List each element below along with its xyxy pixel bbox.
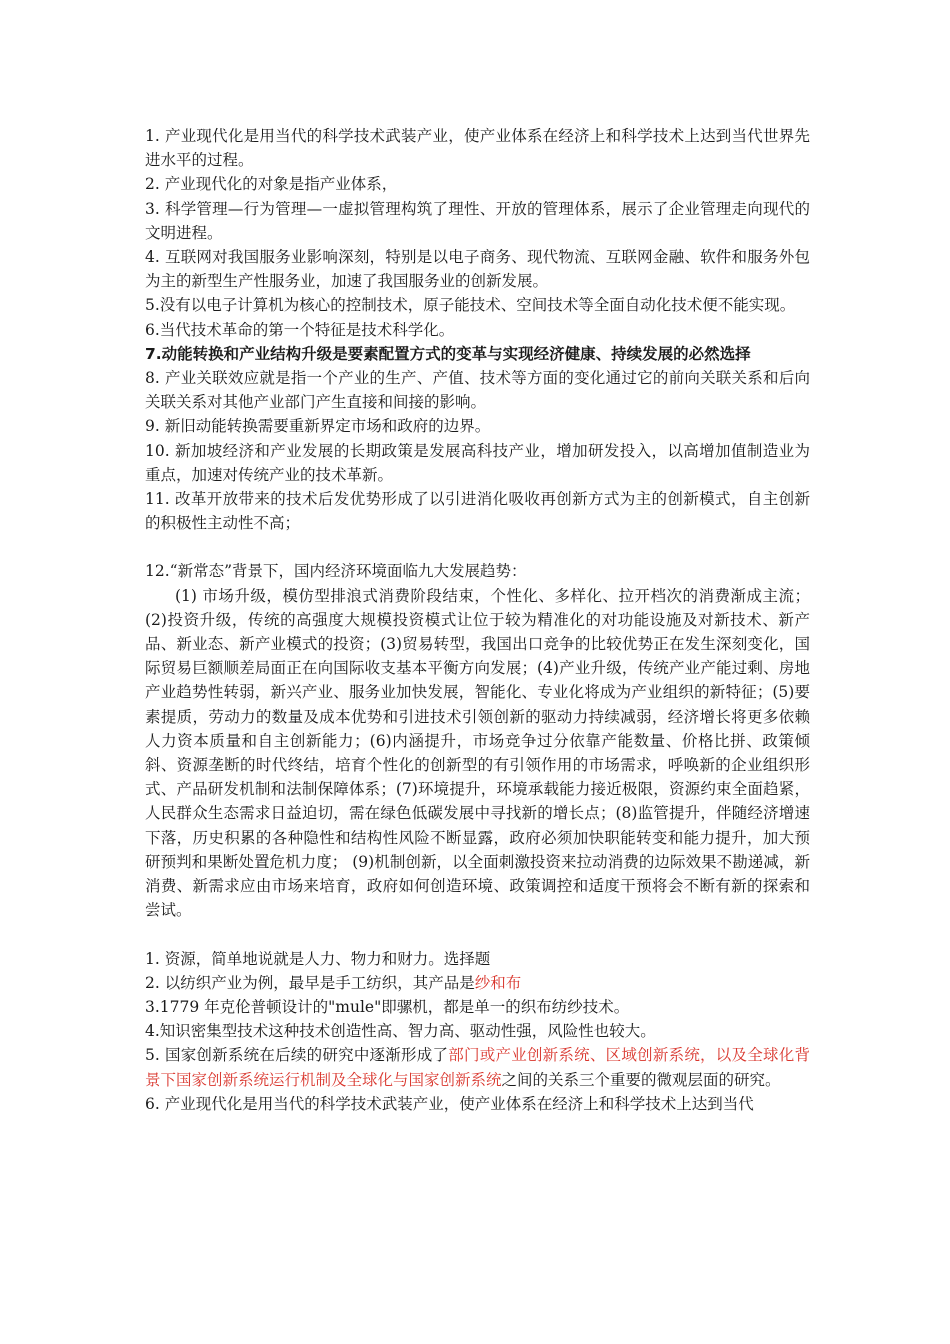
trends-heading: 12.“新常态”背景下，国内经济环境面临九大发展趋势： <box>145 562 527 581</box>
section-2 <box>145 559 810 922</box>
paragraph-11: 11. 改革开放带来的技术后发优势形成了以引进消化吸收再创新方式为主的创新模式，自主创新的积极性主动性不高； <box>145 490 810 533</box>
paragraph-1: 1. 产业现代化是用当代的科学技术武装产业，使产业体系在经济上和科学技术上达到当代世界先进水平的过程。 <box>145 127 810 170</box>
item-4: 4.知识密集型技术这种技术创造性高、智力高、驱动性强，风险性也较大。 <box>145 1022 656 1041</box>
trends-body: (1) 市场升级，模仿型排浪式消费阶段结束，个性化、多样化、拉开档次的消费渐成主流；(2)投资升级，传统的高强度大规模投资模式让位于较为精准化的对功能设施及对新技术、新产品、新业态、新产业模式的投资；(3)贸易转型，我国出口竞争的比较优势正在发生深刻变化，国际贸易巨额顺差局面正在向国际收支基本平衡方向发展；(4)产业升级，传统产业产能过剩、房地产业趋势性转弱，新兴产业、服务业加快发展，智能化、专业化将成为产业组织的新特征；(5)要素提质，劳动力的数量及成本优势和引进技术引领创新的驱动力持续减弱，经济增长将更多依赖人力资本质量和自主创新能力；(6)内涵提升，市场竞争过分依靠产能数量、价格比拼、政策倾斜、资源垄断的时代终结，培育个性化的创新型的有引领作用的市场需求，呼唤新的企业组织形式、产品研发机制和法制保障体系；(7)环境提升，环境承载能力接近极限，资源约束全面趋紧，人民群众生态需求日益迫切，需在绿色低碳发展中寻找新的增长点；(8)监管提升，伴随经济增速下落，历史积累的各种隐性和结构性风险不断显露，政府必须加快职能转变和能力提升，加大预研预判和果断处置危机力度； (9)机制创新，以全面刺激投资来拉动消费的边际效果不勘递减，新消费、新需求应由市场来培育，政府如何创造环境、政策调控和适度干预将会不断有新的探索和尝试。 <box>145 586 810 920</box>
item-5-suffix: 之间的关系三个重要的微观层面的研究。 <box>501 1070 781 1089</box>
paragraph-9: 9. 新旧动能转换需要重新界定市场和政府的边界。 <box>145 417 491 436</box>
item-5 <box>145 1043 810 1091</box>
item-6: 6. 产业现代化是用当代的科学技术武装产业，使产业体系在经济上和科学技术上达到当代 <box>145 1094 754 1113</box>
paragraph-6: 6.当代技术革命的第一个特征是技术科学化。 <box>145 320 455 339</box>
blank-line <box>145 535 810 559</box>
item-5-highlight: 部门或产业创新系统、区域创新系统，以及全球化背景下国家创新系统运行机制及全球化与国家创新系统 <box>145 1046 810 1089</box>
paragraph-4: 4. 互联网对我国服务业影响深刻，特别是以电子商务、现代物流、互联网金融、软件和服务外包为主的新型生产性服务业，加速了我国服务业的创新发展。 <box>145 248 810 291</box>
item-1: 1. 资源，简单地说就是人力、物力和财力。选择题 <box>145 949 491 968</box>
item-5-text: 5. 国家创新系统在后续的研究中逐渐形成了 <box>145 1046 449 1065</box>
section-3 <box>145 947 810 1116</box>
item-2-highlight: 纱和布 <box>474 973 522 992</box>
item-3: 3.1779 年克伦普顿设计的"mule"即骡机，都是单一的织布纺纱技术。 <box>145 997 630 1016</box>
paragraph-3: 3. 科学管理—行为管理—一虚拟管理构筑了理性、开放的管理体系，展示了企业管理走向现代的文明进程。 <box>145 199 810 242</box>
item-2-text: 2. 以纺织产业为例，最早是手工纺织，其产品是 <box>145 973 475 992</box>
paragraph-10: 10. 新加坡经济和产业发展的长期政策是发展高科技产业，增加研发投入，以高增加值制造业为重点，加速对传统产业的技术革新。 <box>145 441 810 484</box>
paragraph-8: 8. 产业关联效应就是指一个产业的生产、产值、技术等方面的变化通过它的前向关联关系和后向关联关系对其他产业部门产生直接和间接的影响。 <box>145 369 810 412</box>
paragraph-7-bold: 7.动能转换和产业结构升级是要素配置方式的变革与实现经济健康、持续发展的必然选择 <box>145 344 751 363</box>
item-2 <box>145 971 810 995</box>
blank-line <box>145 923 810 947</box>
section-1 <box>145 124 810 535</box>
paragraph-5: 5.没有以电子计算机为核心的控制技术，原子能技术、空间技术等全面自动化技术便不能实现。 <box>145 296 796 315</box>
paragraph-2: 2. 产业现代化的对象是指产业体系， <box>145 175 398 194</box>
